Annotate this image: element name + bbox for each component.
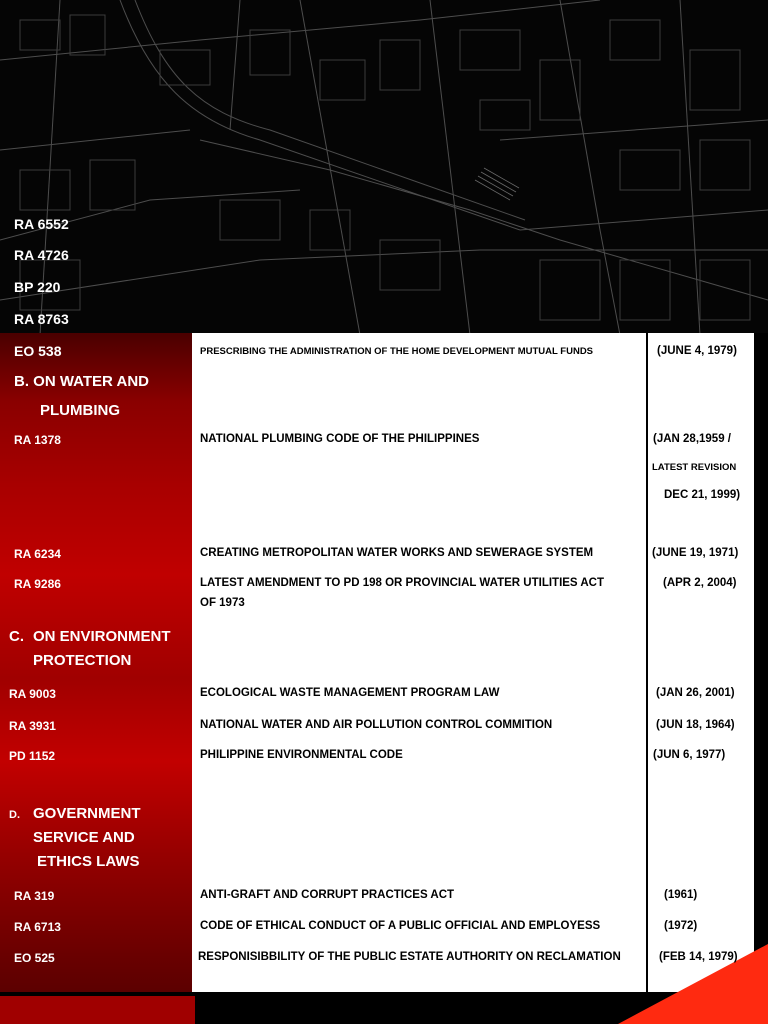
law-description: NATIONAL PLUMBING CODE OF THE PHILIPPINES bbox=[200, 433, 480, 445]
law-date: (FEB 14, 1979) bbox=[659, 951, 738, 963]
law-description: PRESCRIBING THE ADMINISTRATION OF THE HOME DEVELOPMENT MUTUAL FUNDS bbox=[200, 346, 594, 357]
header-code: RA 8763 bbox=[14, 311, 69, 327]
law-description: RESPONISIBBILITY OF THE PUBLIC ESTATE AUTHORITY ON RECLAMATION bbox=[198, 951, 621, 963]
section-title: B. ON WATER AND bbox=[14, 373, 149, 390]
header-code: RA 6552 bbox=[14, 216, 69, 232]
law-date: DEC 21, 1999) bbox=[664, 489, 741, 501]
law-description: LATEST AMENDMENT TO PD 198 OR PROVINCIAL WATER UTILITIES ACT bbox=[200, 577, 605, 589]
city-map-background bbox=[0, 0, 768, 335]
section-title: GOVERNMENT bbox=[33, 805, 141, 822]
law-code: EO 538 bbox=[14, 343, 62, 359]
law-description: ECOLOGICAL WASTE MANAGEMENT PROGRAM LAW bbox=[200, 687, 500, 699]
law-description: NATIONAL WATER AND AIR POLLUTION CONTROL COMMITION bbox=[200, 719, 553, 731]
law-code: PD 1152 bbox=[9, 749, 56, 763]
section-label: D. bbox=[9, 809, 20, 821]
law-date: (JUNE 4, 1979) bbox=[657, 345, 737, 357]
header-code: BP 220 bbox=[14, 279, 61, 295]
law-description: CREATING METROPOLITAN WATER WORKS AND SEWERAGE SYSTEM bbox=[200, 547, 594, 559]
section-title: SERVICE AND bbox=[33, 829, 135, 846]
section-title: ON ENVIRONMENT bbox=[33, 628, 171, 645]
law-date: (JUN 18, 1964) bbox=[656, 719, 735, 731]
law-code: RA 1378 bbox=[14, 433, 61, 447]
column-divider bbox=[646, 333, 648, 992]
right-edge-strip bbox=[754, 333, 768, 1024]
law-code: RA 9286 bbox=[14, 577, 61, 591]
law-description: PHILIPPINE ENVIRONMENTAL CODE bbox=[200, 749, 403, 761]
law-date: (1972) bbox=[664, 920, 698, 932]
bottom-red-block bbox=[0, 996, 195, 1024]
law-code: RA 6234 bbox=[14, 547, 61, 561]
section-title: PLUMBING bbox=[40, 402, 120, 419]
section-label: C. bbox=[9, 628, 24, 645]
law-code: RA 6713 bbox=[14, 920, 61, 934]
law-date: (JAN 26, 2001) bbox=[656, 687, 735, 699]
header-code: RA 4726 bbox=[14, 247, 69, 263]
law-date: (JAN 28,1959 / bbox=[653, 433, 731, 445]
law-code: EO 525 bbox=[14, 951, 55, 965]
law-date: LATEST REVISION bbox=[652, 462, 737, 473]
law-date: (JUN 6, 1977) bbox=[653, 749, 726, 761]
law-code: RA 319 bbox=[14, 889, 55, 903]
law-date: (1961) bbox=[664, 889, 698, 901]
section-title: ETHICS LAWS bbox=[37, 853, 140, 870]
law-code: RA 9003 bbox=[9, 687, 56, 701]
law-date: (APR 2, 2004) bbox=[663, 577, 737, 589]
law-description: CODE OF ETHICAL CONDUCT OF A PUBLIC OFFICIAL AND EMPLOYESS bbox=[200, 920, 601, 932]
law-date: (JUNE 19, 1971) bbox=[652, 547, 739, 559]
law-description: OF 1973 bbox=[200, 597, 245, 609]
section-title: PROTECTION bbox=[33, 652, 132, 669]
law-code: RA 3931 bbox=[9, 719, 56, 733]
law-description: ANTI-GRAFT AND CORRUPT PRACTICES ACT bbox=[200, 889, 455, 901]
